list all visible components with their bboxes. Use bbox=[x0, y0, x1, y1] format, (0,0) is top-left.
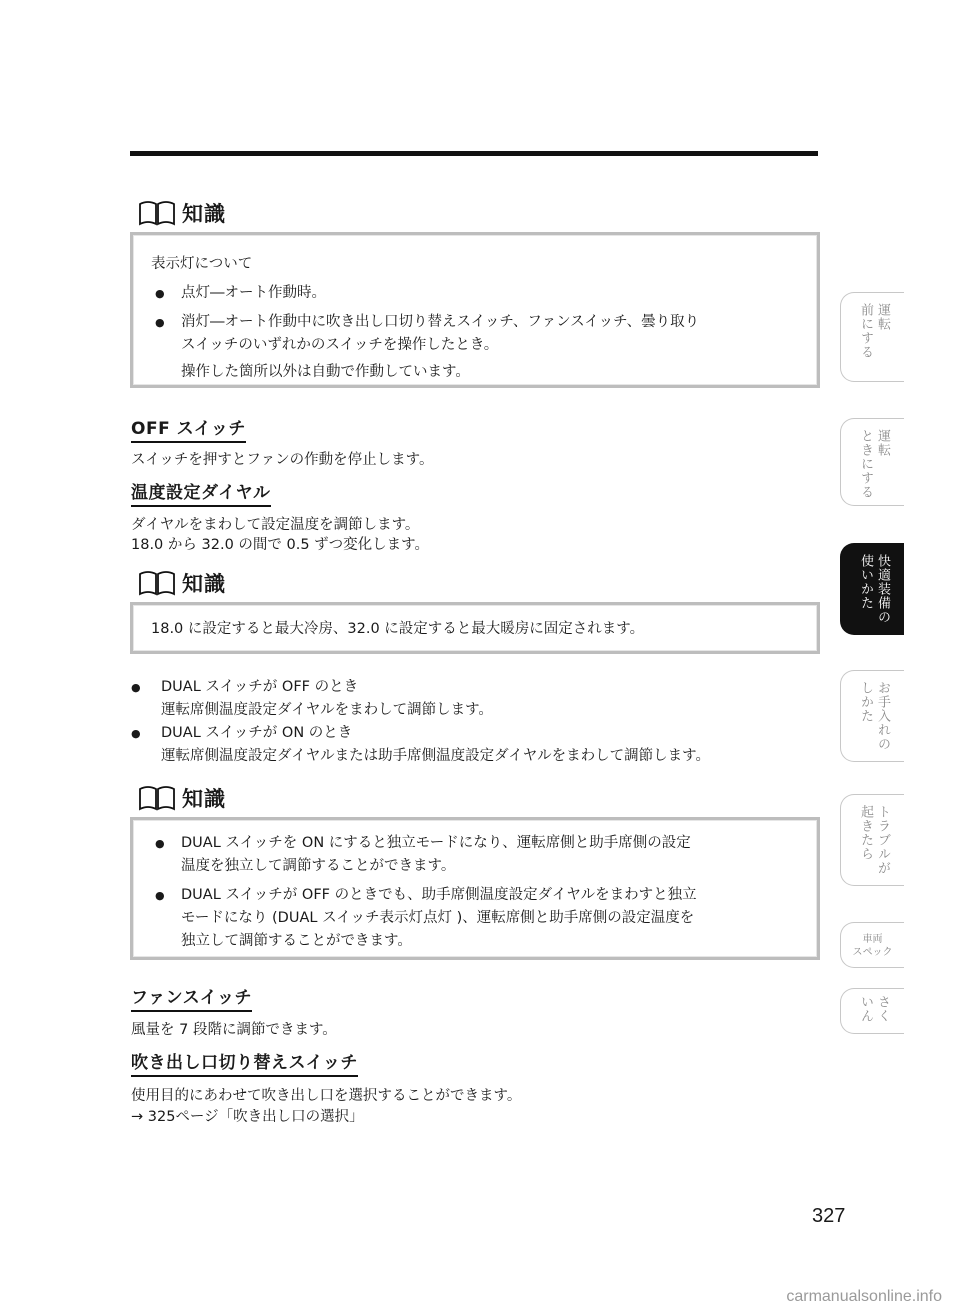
temp-dial-line-2: 18.0 から 32.0 の間で 0.5 ずつ変化します。 bbox=[131, 537, 430, 553]
knowledge-heading bbox=[138, 783, 226, 813]
list-item-detail: 運転席側温度設定ダイヤルをまわして調節します。 bbox=[161, 702, 493, 718]
tab-label: スペック bbox=[852, 947, 893, 958]
list-item-detail: 運転席側温度設定ダイヤルまたは助手席側温度設定ダイヤルをまわして調節します。 bbox=[161, 748, 710, 764]
watermark: carmanualsonline.info bbox=[786, 1288, 942, 1305]
list-item-text: ● DUAL スイッチが OFF のときでも、助手席側温度設定ダイヤルをまわすと独立 bbox=[181, 887, 697, 903]
section-title-temp-dial: 温度設定ダイヤル bbox=[131, 482, 271, 507]
section-title-off-switch: OFF スイッチ bbox=[131, 418, 246, 443]
list-item bbox=[151, 282, 799, 305]
tab-label: 起きたら bbox=[858, 805, 873, 861]
knowledge-title: 知識 bbox=[182, 202, 226, 226]
list-item-text: 操作した箇所以外は自動で作動しています。 bbox=[181, 364, 470, 380]
list-item-text: スイッチのいずれかのスイッチを操作したとき。 bbox=[181, 337, 499, 353]
tab-before-driving[interactable] bbox=[840, 292, 904, 382]
knowledge-title: 知識 bbox=[182, 787, 226, 811]
tab-label: しかた bbox=[858, 681, 873, 723]
tab-label: 前にする bbox=[858, 303, 873, 359]
knowledge-box-temp-limits bbox=[130, 602, 820, 654]
tab-label: いん bbox=[858, 995, 873, 1023]
dual-switch-list bbox=[131, 676, 821, 768]
tab-vehicle-specs[interactable] bbox=[840, 922, 904, 968]
tab-label: 快適装備の bbox=[875, 554, 890, 624]
box-heading: 表示灯について bbox=[151, 256, 253, 272]
tab-label: 運転 bbox=[875, 429, 890, 457]
list-item-text: 点灯―オート作動時。 bbox=[181, 285, 326, 301]
list-item-lead: ● DUAL スイッチが OFF のとき bbox=[161, 679, 359, 695]
section-title-outlet-switch: 吹き出し口切り替えスイッチ bbox=[131, 1052, 358, 1077]
list-item bbox=[151, 832, 799, 878]
list-item-text: ● 消灯―オート作動中に吹き出し口切り替えスイッチ、ファンスイッチ、曇り取り bbox=[181, 314, 700, 330]
tab-maintenance[interactable] bbox=[840, 670, 904, 762]
tab-label: さく bbox=[875, 995, 890, 1023]
knowledge-heading bbox=[138, 198, 226, 228]
list-item bbox=[151, 311, 799, 384]
tab-troubleshooting[interactable] bbox=[840, 794, 904, 886]
tab-while-driving[interactable] bbox=[840, 418, 904, 506]
tab-index[interactable] bbox=[840, 988, 904, 1034]
tab-label: ときにする bbox=[858, 429, 873, 499]
list-item bbox=[131, 722, 821, 768]
tab-label: トラブルが bbox=[875, 805, 890, 875]
temp-dial-line-1: ダイヤルをまわして設定温度を調節します。 bbox=[131, 517, 420, 533]
tab-label: 使いかた bbox=[858, 554, 873, 610]
tab-comfort-equipment[interactable] bbox=[840, 543, 904, 635]
book-icon bbox=[138, 569, 176, 597]
fan-switch-text: 風量を 7 段階に調節できます。 bbox=[131, 1022, 337, 1038]
list-item bbox=[131, 676, 821, 722]
list-item-lead: ● DUAL スイッチが ON のとき bbox=[161, 725, 353, 741]
top-rule bbox=[130, 151, 818, 156]
box-text: 18.0 に設定すると最大冷房、32.0 に設定すると最大暖房に固定されます。 bbox=[151, 621, 645, 637]
list-item bbox=[151, 884, 799, 953]
knowledge-box-dual-mode bbox=[130, 817, 820, 960]
section-title-fan-switch: ファンスイッチ bbox=[131, 987, 252, 1012]
page-number: 327 bbox=[812, 1205, 846, 1227]
list-item-text: ● DUAL スイッチを ON にすると独立モードになり、運転席側と助手席側の設定 bbox=[181, 835, 691, 851]
list-item-text: 温度を独立して調節することができます。 bbox=[181, 858, 456, 874]
book-icon bbox=[138, 199, 176, 227]
knowledge-title: 知識 bbox=[182, 572, 226, 596]
off-switch-text: スイッチを押すとファンの作動を停止します。 bbox=[131, 452, 434, 468]
knowledge-heading bbox=[138, 568, 226, 598]
tab-label: 車両 bbox=[862, 934, 883, 945]
outlet-switch-line-1: 使用目的にあわせて吹き出し口を選択することができます。 bbox=[131, 1088, 522, 1104]
book-icon bbox=[138, 784, 176, 812]
tab-label: 運転 bbox=[875, 303, 890, 331]
outlet-switch-link[interactable]: → 325ページ「吹き出し口の選択」 bbox=[131, 1109, 364, 1125]
knowledge-box-indicator bbox=[130, 232, 820, 388]
list-item-text: モードになり (DUAL スイッチ表示灯点灯 )、運転席側と助手席側の設定温度を bbox=[181, 910, 695, 926]
list-item-text: 独立して調節することができます。 bbox=[181, 933, 412, 949]
tab-label: お手入れの bbox=[875, 681, 890, 751]
